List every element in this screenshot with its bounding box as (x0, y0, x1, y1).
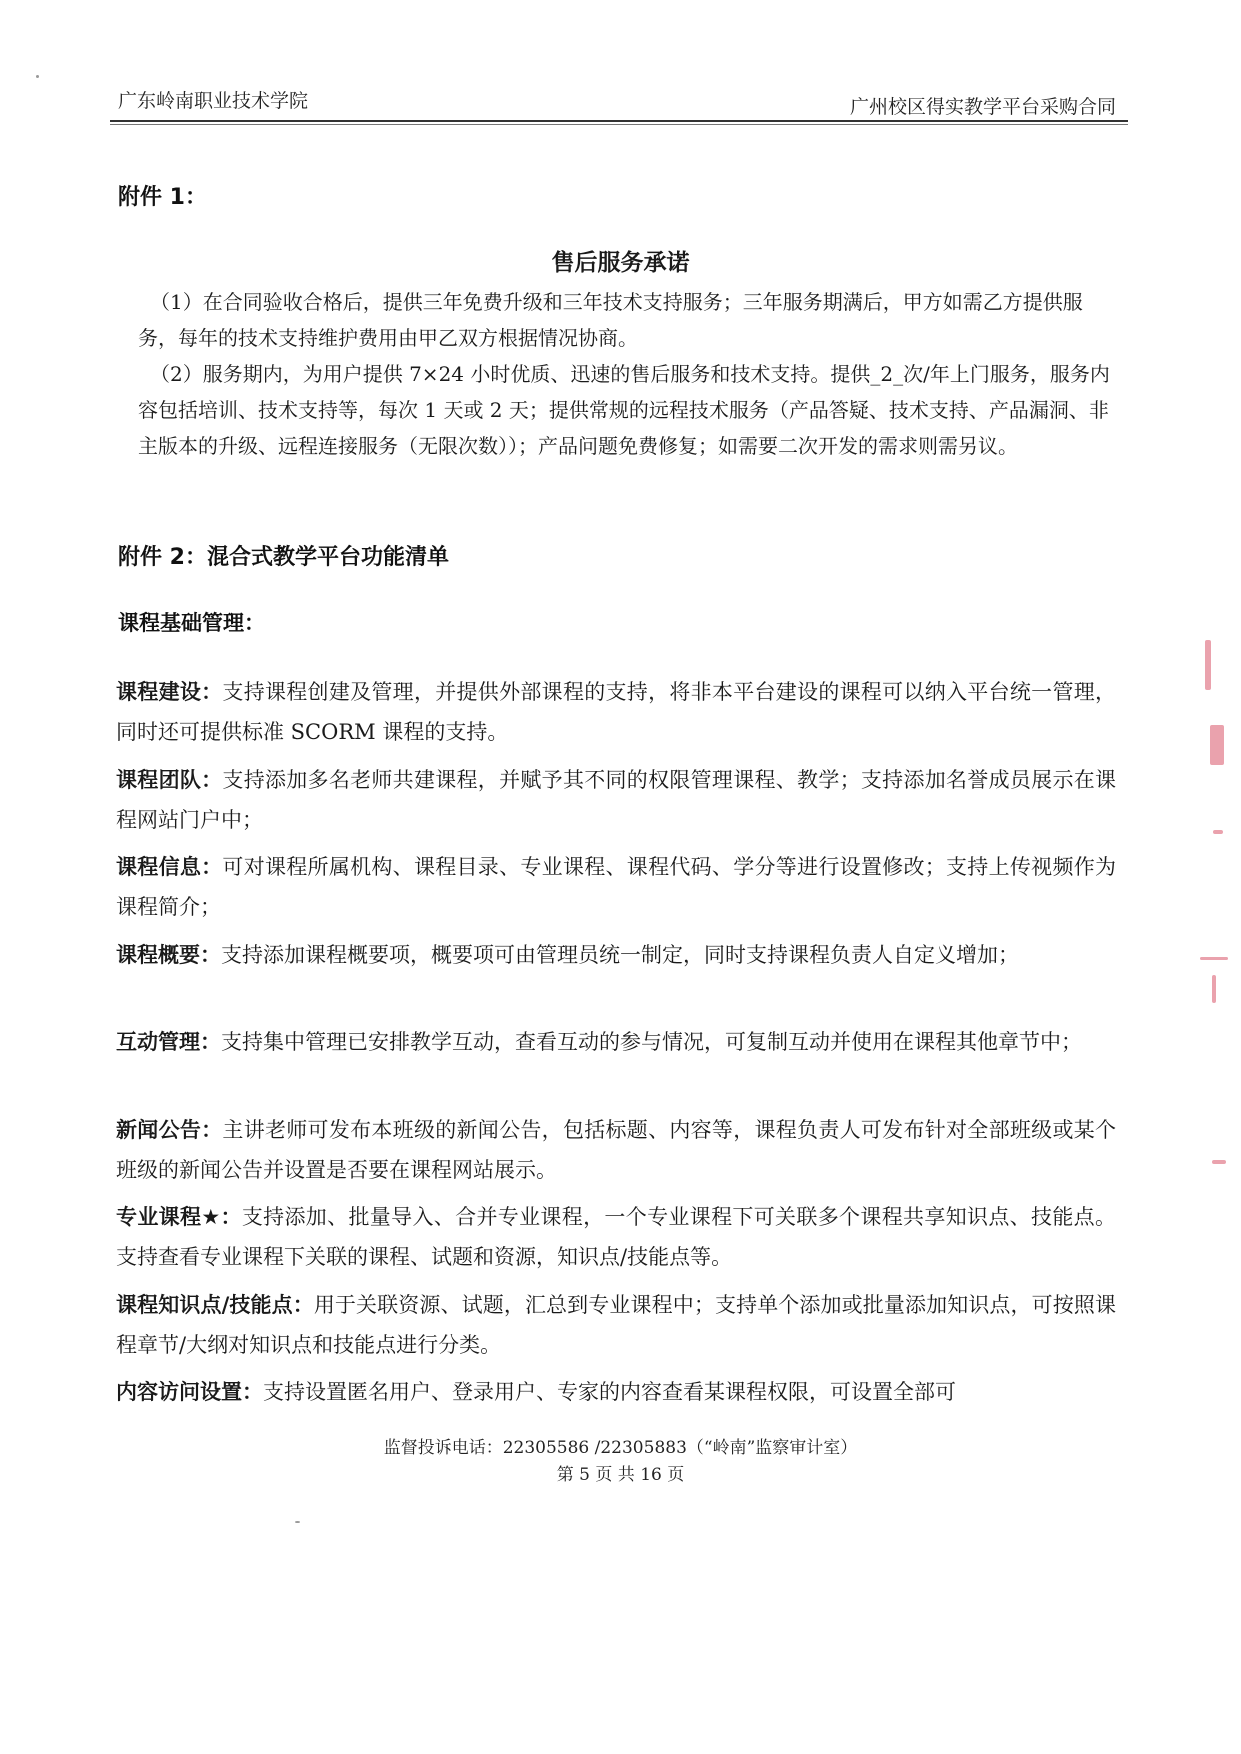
header-contract-title: 广州校区得实教学平台采购合同 (849, 96, 1116, 118)
seal-fragment (1210, 725, 1224, 765)
feature-item-course-team (116, 760, 1116, 840)
feature-key: 课程信息： (116, 855, 223, 879)
feature-key: 课程概要： (116, 943, 221, 967)
seal-fragment (1213, 830, 1223, 834)
feature-text: 支持课程创建及管理，并提供外部课程的支持，将非本平台建设的课程可以纳入平台统一管理，同时还可提供标准 SCORM 课程的支持。 (116, 680, 1117, 744)
feature-item-course-overview (116, 935, 1116, 975)
feature-text: 用于关联资源、试题，汇总到专业课程中；支持单个添加或批量添加知识点，可按照课程章节/大纲对知识点和技能点进行分类。 (116, 1293, 1117, 1357)
appendix2-heading: 附件 2：混合式教学平台功能清单 (118, 545, 449, 570)
footer-page-number: 第 5 页 共 16 页 (556, 1465, 685, 1485)
header-school-name: 广东岭南职业技术学院 (118, 90, 309, 112)
appendix1-paragraph-2: （2）服务期内，为用户提供 7×24 小时优质、迅速的售后服务和技术支持。提供_2_次/年上门服务，服务内容包括培训、技术支持等，每次 1 天或 2 天；提供常规的远程技术服务（产品答疑、技术支持、产品漏洞、非主版本的升级、远程连接服务（无限次数））；产品问题免费修复；如需要二次开发的需求则需另议。 (138, 362, 1110, 458)
feature-key: 课程团队： (116, 768, 223, 792)
feature-item-course-construction (116, 672, 1116, 752)
feature-text: 支持集中管理已安排教学互动，查看互动的参与情况，可复制互动并使用在课程其他章节中； (221, 1030, 1082, 1054)
feature-item-access-settings (116, 1372, 1116, 1412)
section-heading: 课程基础管理： (118, 611, 265, 635)
feature-text: 可对课程所属机构、课程目录、专业课程、课程代码、学分等进行设置修改；支持上传视频作为课程简介； (116, 855, 1117, 919)
feature-text: 支持添加课程概要项，概要项可由管理员统一制定，同时支持课程负责人自定义增加； (221, 943, 1019, 967)
feature-text: 支持设置匿名用户、登录用户、专家的内容查看某课程权限，可设置全部可 (263, 1380, 956, 1404)
appendix1-paragraph-1: （1）在合同验收合格后，提供三年免费升级和三年技术支持服务；三年服务期满后，甲方如需乙方提供服务，每年的技术支持维护费用由甲乙双方根据情况协商。 (138, 290, 1083, 350)
header-rule-thin (110, 124, 1128, 125)
seal-fragment (1205, 640, 1211, 690)
feature-item-interaction-management (116, 1022, 1116, 1062)
seal-fragment (1212, 1160, 1226, 1164)
feature-text: 支持添加、批量导入、合并专业课程，一个专业课程下可关联多个课程共享知识点、技能点。支持查看专业课程下关联的课程、试题和资源，知识点/技能点等。 (116, 1205, 1117, 1269)
feature-key: 课程知识点/技能点： (116, 1293, 314, 1317)
feature-item-professional-course (116, 1197, 1116, 1277)
feature-key: 专业课程★： (116, 1205, 242, 1229)
scan-speck (295, 1521, 300, 1523)
seal-fragment (1212, 975, 1216, 1003)
appendix1-title: 售后服务承诺 (551, 250, 690, 276)
appendix1-heading: 附件 1： (118, 185, 207, 210)
feature-key: 互动管理： (116, 1030, 221, 1054)
feature-text: 主讲老师可发布本班级的新闻公告，包括标题、内容等，课程负责人可发布针对全部班级或某个班级的新闻公告并设置是否要在课程网站展示。 (116, 1118, 1117, 1182)
feature-key: 新闻公告： (116, 1118, 223, 1142)
scan-speck (36, 75, 39, 78)
header-rule (110, 120, 1128, 122)
feature-item-course-info (116, 847, 1116, 927)
feature-item-knowledge-points (116, 1285, 1116, 1365)
feature-key: 课程建设： (116, 680, 223, 704)
seal-fragment (1200, 957, 1228, 960)
feature-text: 支持添加多名老师共建课程，并赋予其不同的权限管理课程、教学；支持添加名誉成员展示在课程网站门户中； (116, 768, 1117, 832)
footer-complaint-line: 监督投诉电话：22305586 /22305883（“岭南”监察审计室） (383, 1438, 858, 1458)
feature-item-news (116, 1110, 1116, 1190)
feature-key: 内容访问设置： (116, 1380, 263, 1404)
